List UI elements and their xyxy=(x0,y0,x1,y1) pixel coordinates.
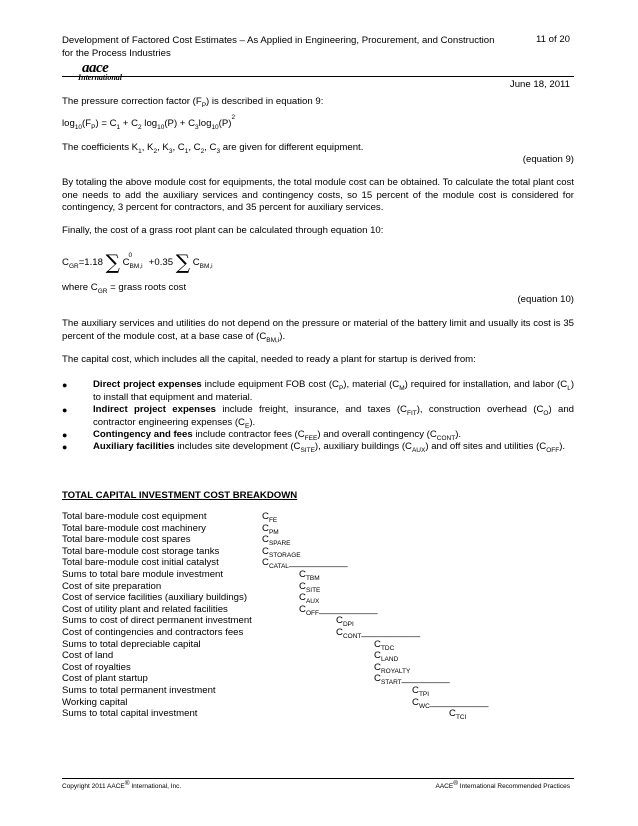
cost-symbol: $C_{FE}$ xyxy=(262,511,278,524)
document-header-title: Development of Factored Cost Estimates – As Applied in Engineering, Procurement, and Construction for the Process Industries xyxy=(62,35,495,59)
table-row: Cost of royalties xyxy=(62,661,131,673)
cost-symbol: $C_{TPI}$ xyxy=(412,685,430,698)
table-row: Sums to total permanent investment xyxy=(62,685,216,696)
table-row: Sums to cost of direct permanent investment xyxy=(62,615,252,627)
list-item: ● Indirect project expenses include freight, insurance, and taxes $(C_{FIT})$, construction overhead $(C_O)$ and contractor engineering expenses $(C_E)$. xyxy=(62,404,574,430)
cost-symbol: $C_{TCI}$ xyxy=(449,708,467,722)
page-number: 11 of 20 xyxy=(536,34,570,45)
equation-9: $\log_{10}(F_P) = C_1 + C_2$ $\log_{10}(P) + C_3\log_{10}(P)^2$ xyxy=(62,113,236,131)
cost-symbol: $C_{CATAL}\_\_\_\_\_\_\_\_\_\_\_$ xyxy=(262,557,348,571)
cost-symbol: $C_{STORAGE}$ xyxy=(262,545,301,559)
cost-symbol: $C_{CONT}\_\_\_\_\_\_\_\_\_\_\_$ xyxy=(336,627,421,640)
cost-symbol: $C_{ROYALTY}$ xyxy=(374,661,411,675)
header-rule xyxy=(62,76,574,77)
logo-top-text: aace xyxy=(82,60,109,76)
paragraph-coefficients: The coefficients $K_1$, $K_2$, $K_3$, $C_1$, $C_2$, $C_3$ are given for different equipment. xyxy=(62,142,364,155)
paragraph-grass-root: Finally, the cost of a grass root plant can be calculated through equation 10: xyxy=(62,225,384,236)
cost-symbol: $C_{SITE}$ xyxy=(299,580,321,594)
cost-symbol: $C_{SPARE}$ xyxy=(262,534,291,548)
footer-recommended-practices: AACE® International Recommended Practices xyxy=(435,779,570,790)
equation-10-label: (equation 10) xyxy=(517,294,574,305)
paragraph-capital-cost: The capital cost, which includes all the capital, needed to ready a plant for startup is derived from: xyxy=(62,354,476,365)
table-row: Total bare-module cost initial catalyst xyxy=(62,557,219,569)
paragraph-auxiliary-services: The auxiliary services and utilities do not depend on the pressure or material of the battery limit and usually its cost is 35 percent of the module cost, at a base case of $(C_{BM,i})$. xyxy=(62,318,574,344)
cost-symbol: $C_{WC}\_\_\_\_\_\_\_\_\_\_\_$ xyxy=(412,696,489,710)
bullet-icon: ● xyxy=(62,430,68,440)
cost-symbol: $C_{PM}$ xyxy=(262,522,279,536)
table-row: Cost of contingencies and contractors fees xyxy=(62,627,244,638)
table-row: Cost of utility plant and related facilities xyxy=(62,603,228,615)
list-item: ● Auxiliary facilities includes site development $(C_{SITE})$, auxiliary buildings $(C_{AUX})$ and off sites and utilities $(C_{OFF})$. xyxy=(62,441,566,454)
document-date: June 18, 2011 xyxy=(509,79,570,90)
breakdown-heading: TOTAL CAPITAL INVESTMENT COST BREAKDOWN xyxy=(62,490,298,501)
summation-symbol: ∑ xyxy=(105,250,120,274)
cost-symbol: $C_{OFF}\_\_\_\_\_\_\_\_\_\_\_$ xyxy=(299,603,378,617)
bullet-icon: ● xyxy=(62,405,68,415)
cost-symbol: $C_{START}\_\_\_\_\_\_\_\_\_$ xyxy=(374,673,450,687)
table-row: Cost of site preparation xyxy=(62,580,162,592)
logo-bottom-text: International xyxy=(78,73,123,82)
list-item: ● Direct project expenses include equipment FOB cost $(C_P)$, material $(C_M)$ required for installation, and labor $(C_L)$ to install that equipment and material. xyxy=(62,379,575,403)
bullet-icon: ● xyxy=(62,380,68,390)
paragraph-where-cgr: where $C_{GR}$ = grass roots cost xyxy=(62,282,187,295)
table-row: Cost of plant startup xyxy=(62,673,148,685)
table-row: Sums to total capital investment xyxy=(62,708,198,720)
cost-symbol: $C_{AUX}$ xyxy=(299,592,320,606)
cost-symbol: $C_{LAND}$ xyxy=(374,650,399,664)
table-row: Working capital xyxy=(62,696,128,708)
table-row: Total bare-module cost machinery xyxy=(62,522,206,534)
table-row: Total bare-module cost storage tanks xyxy=(62,545,220,557)
table-row: Sums to total bare module investment xyxy=(62,569,224,580)
equation-9-label: (equation 9) xyxy=(522,154,574,165)
table-row: Total bare-module cost spares xyxy=(62,534,191,546)
cost-symbol: $C_{TDC}$ xyxy=(374,638,395,652)
cost-symbol: $C_{TBM}$ xyxy=(299,569,320,582)
table-row: Cost of service facilities (auxiliary buildings) xyxy=(62,592,248,604)
table-row: Total bare-module cost equipment xyxy=(62,511,207,522)
paragraph-pressure-factor: The pressure correction factor $(F_P)$ is described in equation 9: xyxy=(62,96,324,109)
equation-10: $C_{GR}=1.18$ ∑ $C_{BM,i}^0 +0.35$ ∑ $C_{BM,i}$ xyxy=(62,250,213,274)
summation-symbol: ∑ xyxy=(175,250,191,274)
bullet-icon: ● xyxy=(62,442,68,452)
footer-copyright: Copyright 2011 AACE® International, Inc. xyxy=(62,779,182,790)
cost-symbol: $C_{DPI}$ xyxy=(336,615,354,629)
paragraph-module-cost: By totaling the above module cost for equipments, the total module cost can be obtained. To calculate the total plant cost one needs to add the auxiliary services and contingency costs, so 15 percent of the module cost is considered for contingency, 3 percent for contractors, and 35 percent for auxiliary services. xyxy=(62,177,574,213)
table-row: Cost of land xyxy=(62,650,114,662)
table-row: Sums to total depreciable capital xyxy=(62,638,201,650)
footer-rule xyxy=(62,778,574,779)
list-item: ● Contingency and fees include contractor fees $(C_{FEE})$ and overall contingency $(C_{CONT})$. xyxy=(62,429,462,442)
